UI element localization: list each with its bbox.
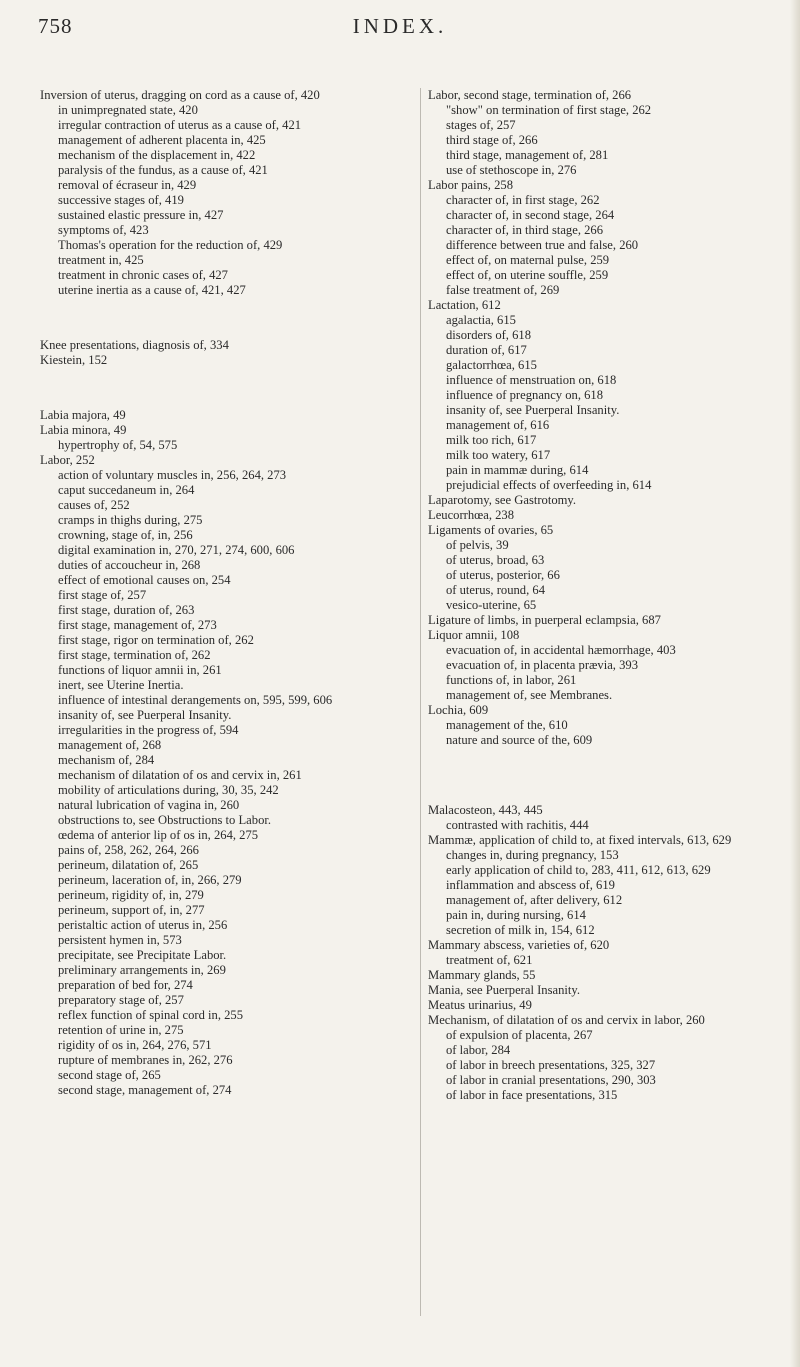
index-subentry: "show" on termination of first stage, 262 [446, 103, 652, 117]
index-subentry: management of, 268 [58, 738, 162, 753]
index-subentry: management of, after delivery, 612 [446, 893, 623, 908]
page-title: INDEX. [352, 14, 448, 38]
index-subentry: crowning, stage of, in, 256 [58, 528, 193, 543]
index-subentry: secretion of milk in, 154, 612 [446, 923, 595, 938]
index-subentry: third stage, management of, 281 [446, 148, 609, 162]
index-subentry: reflex function of spinal cord in, 255 [58, 1008, 244, 1023]
index-subentry: perineum, laceration of, in, 266, 279 [58, 873, 242, 888]
index-entry: Mammary glands, 55 [428, 968, 536, 983]
index-subentry: successive stages of, 419 [58, 193, 184, 207]
index-subentry: management of, 616 [446, 418, 550, 432]
index-subentry: prejudicial effects of overfeeding in, 614 [446, 478, 652, 492]
index-subentry: second stage of, 265 [58, 1068, 161, 1083]
index-subentry: irregular contraction of uterus as a cause of, 421 [58, 118, 302, 132]
index-subentry: inert, see Uterine Inertia. [58, 678, 184, 693]
index-subentry: symptoms of, 423 [58, 223, 149, 237]
index-subentry: agalactia, 615 [446, 313, 516, 327]
index-subentry: perineum, support of, in, 277 [58, 903, 205, 918]
index-subentry: first stage, termination of, 262 [58, 648, 211, 663]
column-divider [420, 88, 421, 1316]
index-subentry: perineum, dilatation of, 265 [58, 858, 199, 873]
index-subentry: functions of, in labor, 261 [446, 673, 577, 687]
index-subentry: removal of écraseur in, 429 [58, 178, 197, 192]
index-subentry: caput succedaneum in, 264 [58, 483, 195, 498]
index-subentry: mobility of articulations during, 30, 35, 242 [58, 783, 279, 798]
index-subentry: insanity of, see Puerperal Insanity. [58, 708, 232, 723]
index-subentry: in unimpregnated state, 420 [58, 103, 198, 117]
index-subentry: œdema of anterior lip of os in, 264, 275 [58, 828, 259, 843]
index-subentry: causes of, 252 [58, 498, 130, 513]
index-subentry: changes in, during pregnancy, 153 [446, 848, 619, 863]
index-subentry: perineum, rigidity of, in, 279 [58, 888, 204, 903]
index-subentry: influence of menstruation on, 618 [446, 373, 617, 387]
index-subentry: effect of, on uterine souffle, 259 [446, 268, 609, 282]
index-subentry: of labor in cranial presentations, 290, 303 [446, 1073, 656, 1088]
index-subentry: management of the, 610 [446, 718, 568, 732]
index-subentry: milk too watery, 617 [446, 448, 551, 462]
index-subentry: mechanism of dilatation of os and cervix in, 261 [58, 768, 302, 783]
index-entry: Labor pains, 258 [428, 178, 513, 192]
index-subentry: evacuation of, in placenta prævia, 393 [446, 658, 638, 672]
index-subentry: mechanism of the displacement in, 422 [58, 148, 256, 162]
index-entry: Knee presentations, diagnosis of, 334 [40, 338, 229, 353]
index-subentry: pain in, during nursing, 614 [446, 908, 586, 923]
index-subentry: rigidity of os in, 264, 276, 571 [58, 1038, 212, 1053]
index-subentry: false treatment of, 269 [446, 283, 560, 297]
index-subentry: treatment in, 425 [58, 253, 144, 267]
index-subentry: difference between true and false, 260 [446, 238, 639, 252]
index-subentry: of labor in breech presentations, 325, 327 [446, 1058, 656, 1073]
index-entry: Laparotomy, see Gastrotomy. [428, 493, 577, 507]
index-subentry: treatment of, 621 [446, 953, 533, 968]
index-subentry: mechanism of, 284 [58, 753, 155, 768]
index-subentry: paralysis of the fundus, as a cause of, 421 [58, 163, 268, 177]
index-entry: Ligaments of ovaries, 65 [428, 523, 554, 537]
section-gap [40, 381, 400, 396]
index-entry: Lactation, 612 [428, 298, 501, 312]
index-subentry: of uterus, broad, 63 [446, 553, 545, 567]
index-subentry: cramps in thighs during, 275 [58, 513, 203, 528]
section-gap [428, 761, 788, 791]
index-column-left [40, 88, 400, 1098]
index-subentry: of labor in face presentations, 315 [446, 1088, 618, 1103]
index-subentry: precipitate, see Precipitate Labor. [58, 948, 227, 963]
index-subentry: hypertrophy of, 54, 575 [58, 438, 178, 453]
index-subentry: early application of child to, 283, 411, 612, 613, 629 [446, 863, 711, 878]
index-subentry: duties of accoucheur in, 268 [58, 558, 201, 573]
index-subentry: preparation of bed for, 274 [58, 978, 193, 993]
index-subentry: character of, in first stage, 262 [446, 193, 600, 207]
index-subentry: pains of, 258, 262, 264, 266 [58, 843, 199, 858]
index-subentry: treatment in chronic cases of, 427 [58, 268, 228, 282]
index-entry: Mechanism, of dilatation of os and cervix in labor, 260 [428, 1013, 705, 1028]
index-subentry: galactorrhœa, 615 [446, 358, 537, 372]
index-subentry: natural lubrication of vagina in, 260 [58, 798, 240, 813]
page-edge-shadow [790, 0, 800, 1367]
index-entry: Kiestein, 152 [40, 353, 108, 368]
index-subentry: influence of intestinal derangements on, 595, 599, 606 [58, 693, 333, 708]
index-column-right [428, 88, 788, 1103]
index-subentry: character of, in third stage, 266 [446, 223, 604, 237]
index-subentry: inflammation and abscess of, 619 [446, 878, 615, 893]
page-number: 758 [38, 14, 73, 38]
index-subentry: first stage, duration of, 263 [58, 603, 195, 618]
index-subentry: use of stethoscope in, 276 [446, 163, 577, 177]
index-entry: Mammary abscess, varieties of, 620 [428, 938, 610, 953]
index-subentry: first stage, management of, 273 [58, 618, 217, 633]
index-subentry: first stage, rigor on termination of, 262 [58, 633, 254, 648]
index-subentry: persistent hymen in, 573 [58, 933, 182, 948]
index-subentry: sustained elastic pressure in, 427 [58, 208, 224, 222]
index-subentry: contrasted with rachitis, 444 [446, 818, 589, 833]
index-subentry: action of voluntary muscles in, 256, 264, 273 [58, 468, 287, 483]
index-entry: Leucorrhœa, 238 [428, 508, 515, 522]
index-subentry: Thomas's operation for the reduction of, 429 [58, 238, 283, 252]
section-gap [40, 311, 400, 326]
index-entry: Labor, second stage, termination of, 266 [428, 88, 632, 102]
index-subentry: stages of, 257 [446, 118, 516, 132]
index-subentry: management of adherent placenta in, 425 [58, 133, 266, 147]
index-entry: Labor, 252 [40, 453, 95, 468]
index-subentry: pain in mammæ during, 614 [446, 463, 589, 477]
index-subentry: of uterus, round, 64 [446, 583, 545, 597]
index-subentry: of expulsion of placenta, 267 [446, 1028, 593, 1043]
index-subentry: management of, see Membranes. [446, 688, 613, 702]
index-entry: Mania, see Puerperal Insanity. [428, 983, 581, 998]
index-subentry: retention of urine in, 275 [58, 1023, 184, 1038]
index-subentry: vesico-uterine, 65 [446, 598, 537, 612]
index-subentry: digital examination in, 270, 271, 274, 600, 606 [58, 543, 295, 558]
index-subentry: peristaltic action of uterus in, 256 [58, 918, 228, 933]
index-subentry: duration of, 617 [446, 343, 527, 357]
index-subentry: first stage of, 257 [58, 588, 147, 603]
index-entry: Labia minora, 49 [40, 423, 127, 438]
index-subentry: of pelvis, 39 [446, 538, 509, 552]
index-subentry: of uterus, posterior, 66 [446, 568, 560, 582]
index-subentry: third stage of, 266 [446, 133, 538, 147]
index-subentry: milk too rich, 617 [446, 433, 537, 447]
index-subentry: second stage, management of, 274 [58, 1083, 232, 1098]
index-subentry: influence of pregnancy on, 618 [446, 388, 604, 402]
index-subentry: disorders of, 618 [446, 328, 531, 342]
index-subentry: character of, in second stage, 264 [446, 208, 615, 222]
index-entry: Meatus urinarius, 49 [428, 998, 532, 1013]
index-subentry: effect of emotional causes on, 254 [58, 573, 231, 588]
index-subentry: effect of, on maternal pulse, 259 [446, 253, 610, 267]
index-subentry: evacuation of, in accidental hæmorrhage, 403 [446, 643, 676, 657]
index-subentry: preparatory stage of, 257 [58, 993, 184, 1008]
index-subentry: rupture of membranes in, 262, 276 [58, 1053, 233, 1068]
index-entry: Lochia, 609 [428, 703, 489, 717]
index-entry: Inversion of uterus, dragging on cord as a cause of, 420 [40, 88, 320, 102]
index-subentry: obstructions to, see Obstructions to Labor. [58, 813, 272, 828]
index-entry: Mammæ, application of child to, at fixed intervals, 613, 629 [428, 833, 732, 848]
index-subentry: nature and source of the, 609 [446, 733, 593, 747]
index-subentry: of labor, 284 [446, 1043, 511, 1058]
index-subentry: uterine inertia as a cause of, 421, 427 [58, 283, 246, 297]
index-subentry: insanity of, see Puerperal Insanity. [446, 403, 620, 417]
page-header [0, 14, 800, 44]
index-subentry: irregularities in the progress of, 594 [58, 723, 239, 738]
index-subentry: functions of liquor amnii in, 261 [58, 663, 222, 678]
index-entry: Liquor amnii, 108 [428, 628, 520, 642]
index-entry: Malacosteon, 443, 445 [428, 803, 543, 818]
index-entry: Ligature of limbs, in puerperal eclampsia, 687 [428, 613, 661, 627]
index-subentry: preliminary arrangements in, 269 [58, 963, 226, 978]
index-entry: Labia majora, 49 [40, 408, 126, 423]
